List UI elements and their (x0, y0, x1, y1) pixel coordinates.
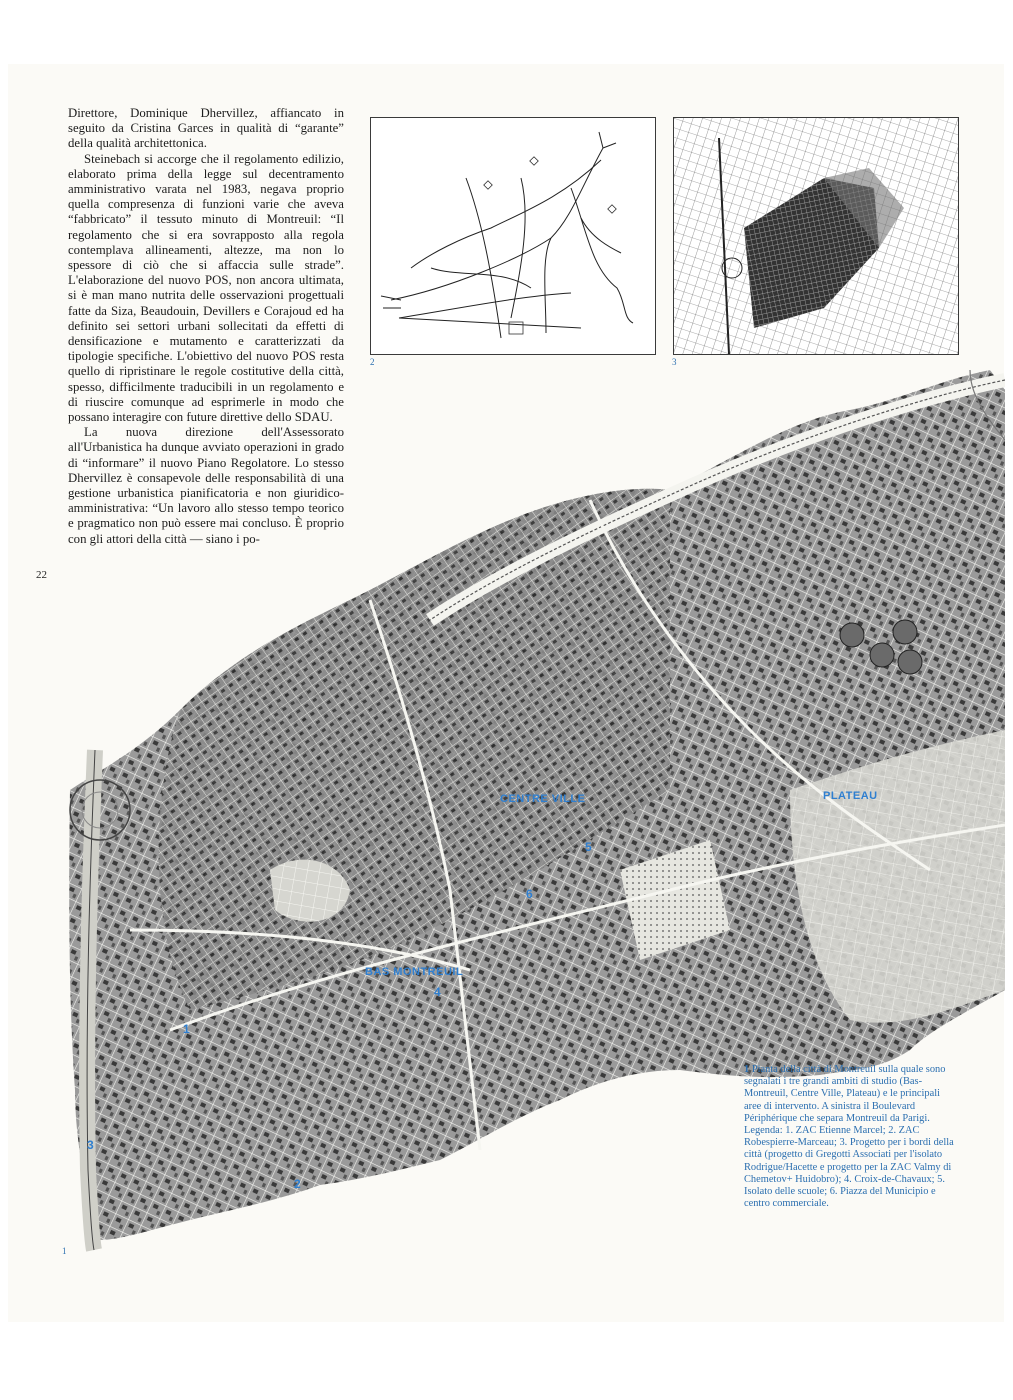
page-number: 22 (36, 569, 47, 581)
area-number-4: 4 (434, 985, 441, 999)
caption-number: 1 (744, 1064, 750, 1075)
paragraph-1: Direttore, Dominique Dhervillez, affiancato in seguito da Cristina Garces in qualità di “garante” della qualità architettonica. (68, 106, 344, 151)
area-number-5: 5 (585, 840, 592, 854)
figure-caption (744, 1064, 958, 1210)
figure-2-road-diagram (370, 117, 656, 355)
area-number-2: 2 (294, 1177, 301, 1191)
figure-3-urban-plan (673, 117, 959, 355)
figure-2-number: 2 (370, 357, 375, 367)
label-centre-ville: CENTRE VILLE (500, 793, 586, 805)
label-bas-montreuil: BAS MONTREUIL (365, 966, 464, 978)
figure-1-number: 1 (62, 1246, 67, 1256)
road-network-drawing (371, 118, 655, 354)
area-number-1: 1 (183, 1022, 190, 1036)
area-number-6: 6 (526, 887, 533, 901)
label-plateau: PLATEAU (823, 790, 878, 802)
caption-text: Pianta della città di Montreuil sulla quale sono segnalati i tre grandi ambiti di studio (Bas-Montreuil, Centre Ville, Plateau) e le principali aree di intervento. A sinistra il Boulevard Périphérique che separa Montreuil da Parigi. Legenda: 1. ZAC Etienne Marcel; 2. ZAC Robespierre-Marceau; 3. Progetto per i bordi della città (progetto di Gregotti Associati per l'isolato Rodrigue/Hacette e progetto per la ZAC Valmy di Chemetov+ Huidobro); 4. Croix-de-Chavaux; 5. Isolato delle scuole; 6. Piazza del Municipio e centro commerciale. (744, 1064, 954, 1210)
area-number-3: 3 (87, 1138, 94, 1152)
paragraph-2: Steinebach si accorge che il regolamento edilizio, elaborato prima della legge sul decentramento amministrativo varata nel 1983, negava proprio quella compresenza di funzioni varie che aveva “fabbricato” il tessuto minuto di Montreuil: “Il regolamento che si era sovrapposto alla regola contemplava allineamenti, altezze, ma non lo spessore di ciò che si affaccia sulle strade”. L'elaborazione del nuovo POS, non ancora ultimata, si è man mano nutrita delle osservazioni progettuali fatte da Siza, Beaudouin, Devillers e Corajoud ed ha definito sei settori urbani sollecitati da effetti di densificazione e mutamento e caratterizzati da tipologie specifiche. L'obiettivo del nuovo POS resta quello di ripristinare le regole costitutive della città, spesso, difficilmente traducibili in un regolamento e di riuscire comunque ad esprimerle in modo che possano interagire con future direttive dello SDAU. (68, 151, 344, 425)
urban-plan-drawing (674, 118, 958, 354)
figure-3-number: 3 (672, 357, 677, 367)
paragraph-3: La nuova direzione dell'Assessorato all'Urbanistica ha dunque avviato operazioni in grado di “informare” il nuovo Piano Regolatore. Lo stesso Dhervillez è consapevole delle responsabilità di una gestione urbanistica pianificatoria e non giuridico-amministrativa: “Un lavoro allo stesso tempo teorico e pragmatico non può essere mai concluso. È proprio con gli attori della città — siano i po- (68, 425, 344, 546)
